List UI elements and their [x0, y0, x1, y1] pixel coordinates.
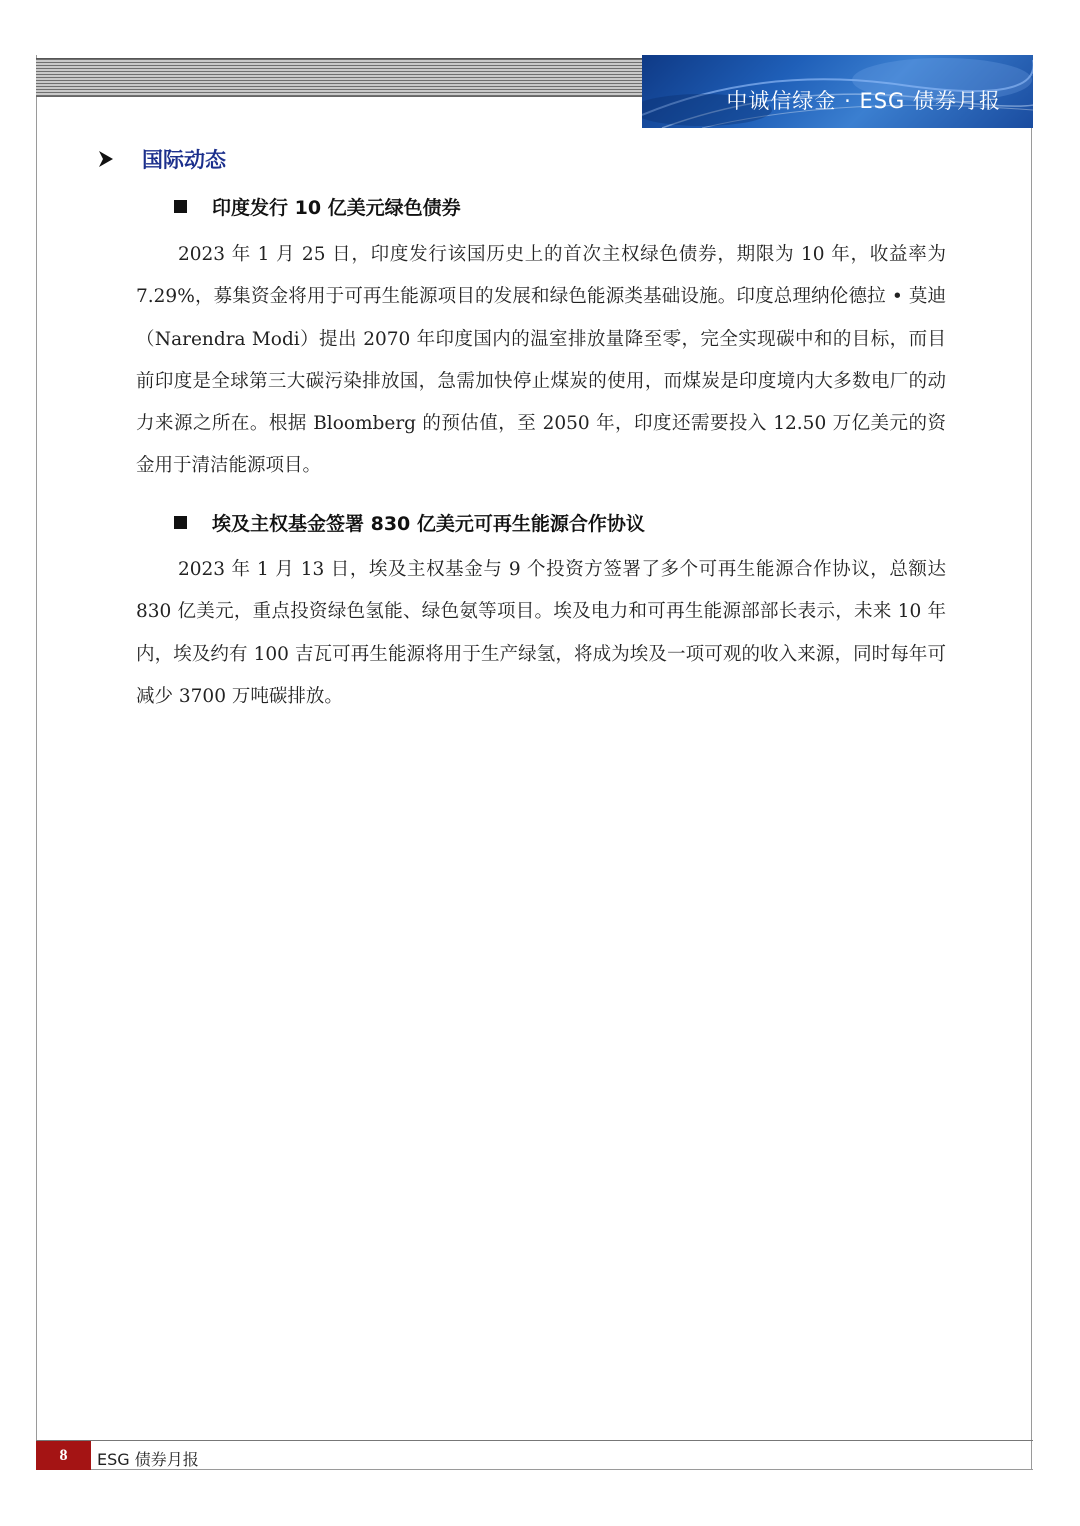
- square-bullet-icon: [174, 200, 187, 213]
- article-body: 2023 年 1 月 25 日，印度发行该国历史上的首次主权绿色债券，期限为 10 年，收益率为 7.29%，募集资金将用于可再生能源项目的发展和绿色能源类基础设施。印度总理纳伦德拉 • 莫迪（Narendra Modi）提出 2070 年印度国内的温室排放量降至零，完全实现碳中和的目标，而目前印度是全球第三大碳污染排放国，急需加快停止煤炭的使用，而煤炭是印度境内大多数电厂的动力来源之所在。根据 Bloomberg 的预估值，至 2050 年，印度还需要投入 12.50 万亿美元的资金用于清洁能源项目。: [136, 244, 946, 477]
- article-heading: [174, 507, 645, 537]
- article-title: 印度发行 10 亿美元绿色债券: [212, 196, 461, 219]
- article-body: 2023 年 1 月 13 日，埃及主权基金与 9 个投资方签署了多个可再生能源合作协议，总额达 830 亿美元，重点投资绿色氢能、绿色氨等项目。埃及电力和可再生能源部部长表示，未来 10 年内，埃及约有 100 吉瓦可再生能源将用于生产绿氢，将成为埃及一项可观的收入来源，同时每年可减少 3700 万吨碳排放。: [136, 559, 946, 707]
- square-bullet-icon: [174, 516, 187, 529]
- footer-title: ESG 债券月报: [97, 1450, 199, 1469]
- arrow-right-icon: [96, 149, 116, 169]
- footer-divider: [36, 1440, 1033, 1441]
- footer-bottom-divider: [91, 1469, 1033, 1470]
- header-title: 中诚信绿金 · ESG 债券月报: [726, 89, 1001, 113]
- section-title: 国际动态: [142, 148, 226, 172]
- page-number: 8: [36, 1441, 91, 1470]
- section-heading: [96, 144, 226, 174]
- article-heading: [174, 191, 461, 221]
- article-title: 埃及主权基金签署 830 亿美元可再生能源合作协议: [212, 512, 645, 535]
- header-stripe-bar: [36, 58, 642, 97]
- header-banner: [642, 55, 1033, 128]
